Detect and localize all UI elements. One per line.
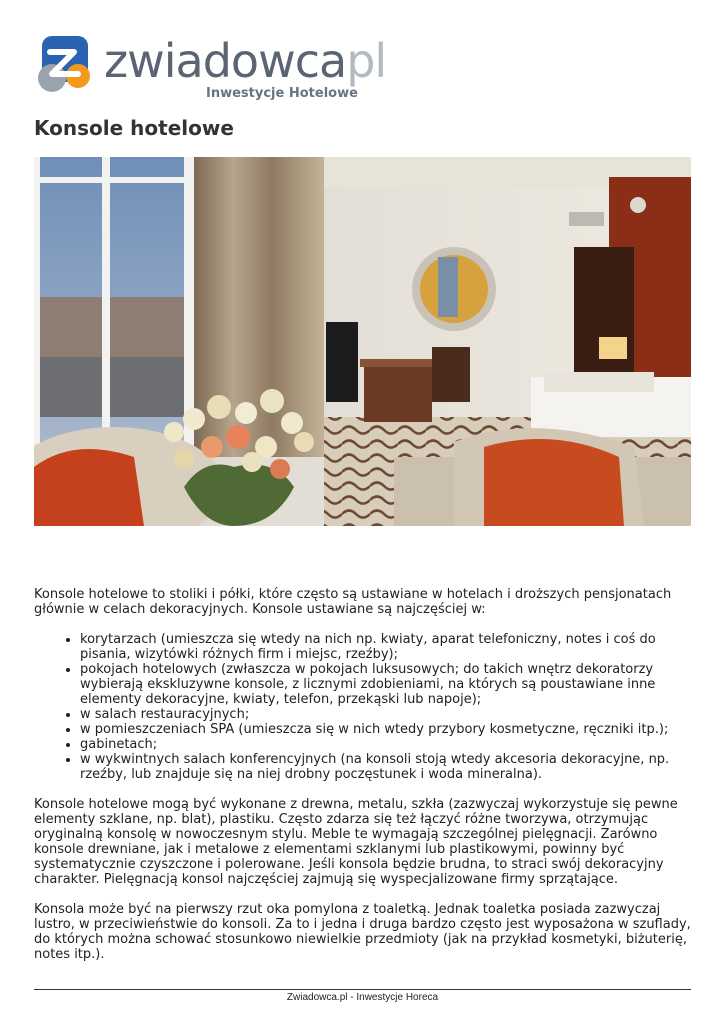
list-item: • korytarzach (umieszcza się wtedy na nich np. kwiaty, aparat telefoniczny, notes i coś do pisania, wizytówki różnych firm i miejsc, rzeźby); [80,632,694,662]
list-item: • w wykwintnych salach konferencyjnych (na konsoli stoją wtedy akcesoria dekoracyjne, np. rzeźby, lub znajduje się na niej drobny poczęstunek i woda mineralna). [80,752,694,782]
list-item: • pokojach hotelowych (zwłaszcza w pokojach luksusowych; do takich wnętrz dekoratorzy wybierają ekskluzywne konsole, z licznymi zdobieniami, na których są poustawiane inne elementy dekoracyjne, kwiaty, telefon, przekąski lub napoje); [80,662,694,707]
logo-main-text: zwiadowca [104,34,347,88]
hotel-room-photo [34,157,691,526]
logo-wordmark [104,36,386,86]
page-title: Konsole hotelowe [34,116,234,140]
list-item: • w salach restauracyjnych; [80,707,694,722]
materials-paragraph: Konsole hotelowe mogą być wykonane z drewna, metalu, szkła (zazwyczaj wykorzystuje się pewne elementy szklane, np. blat), plastiku. Często zdarza się też łączyć różne tworzywa, otrzymując oryginalną konsolę w nowoczesnym stylu. Meble te wymagają szczególnej pielęgnacji. Zarówno konsole drewniane, jak i metalowe z elementami szklanymi lub plastikowymi, powinny być systematycznie czyszczone i polerowane. Jeśli konsola będzie brudna, to straci swój dekoracyjny charakter. Pielęgnacją konsol najczęściej zajmują się wyspecjalizowane firmy sprzątające. [34,797,678,887]
list-item: • gabinetach; [80,737,694,752]
intro-paragraph: Konsole hotelowe to stoliki i półki, które często są ustawiane w hotelach i droższych pensjonatach głównie w celach dekoracyjnych. Konsole ustawiane są najczęściej w: [34,587,672,617]
footer-divider [34,989,691,990]
logo-tagline: Inwestycje Hotelowe [206,86,358,101]
site-logo[interactable] [34,32,414,104]
article-body [34,587,694,977]
logo-mark-icon [34,34,94,96]
list-item: • w pomieszczeniach SPA (umieszcza się w nich wtedy przybory kosmetyczne, ręczniki itp.); [80,722,694,737]
comparison-paragraph: Konsola może być na pierwszy rzut oka pomylona z toaletką. Jednak toaletka posiada zazwyczaj lustro, w przeciwieństwie do konsoli. Za to i jedna i druga bardzo często jest wyposażona w szuflady, do których można schować stosunkowo niewielkie przedmioty (jak na przykład kosmetyki, biżuterię, notes itp.). [34,902,691,962]
placement-list [34,632,694,782]
logo-tld-text: pl [346,34,387,88]
page-footer: Zwiadowca.pl - Inwestycje Horeca [286,992,439,1003]
